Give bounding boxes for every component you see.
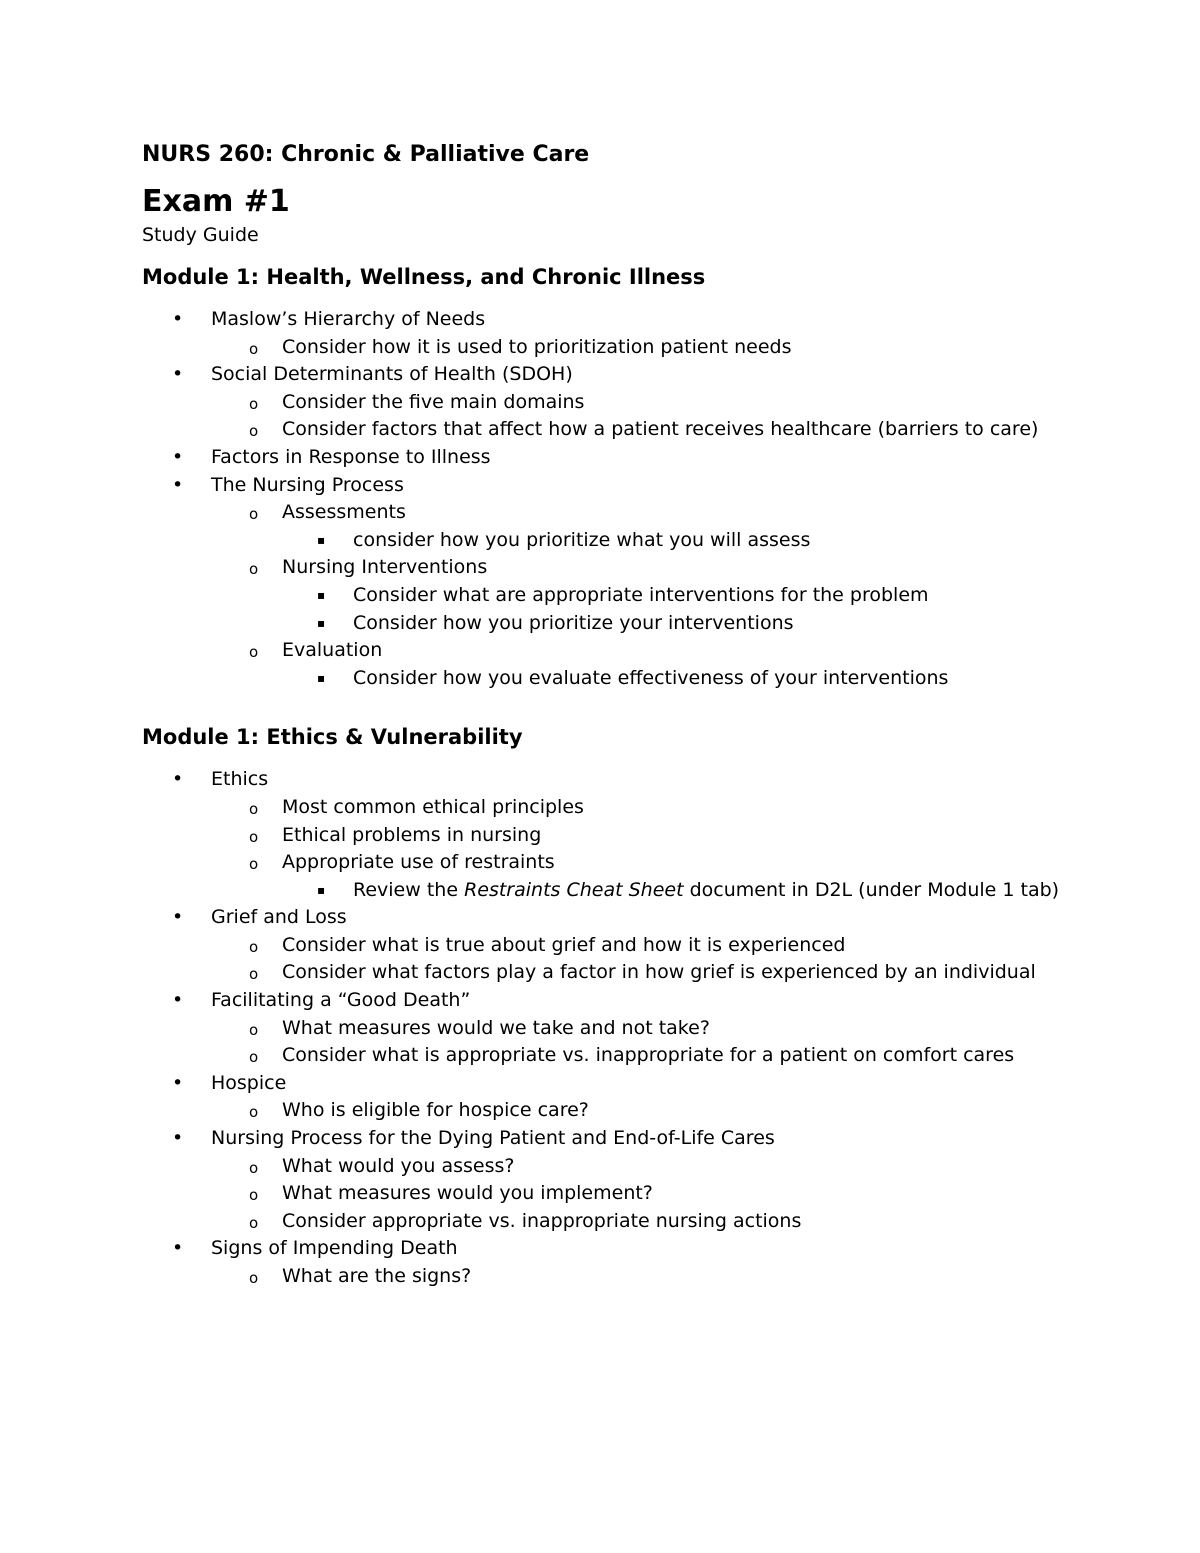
list-item — [211, 554, 1062, 637]
list-item — [211, 959, 1062, 987]
list-item-text: Facilitating a “Good Death” — [211, 989, 471, 1012]
list-item — [211, 1097, 1062, 1125]
list-item — [211, 1153, 1062, 1181]
list-item — [211, 1015, 1062, 1043]
bullet-circle: o — [249, 1158, 259, 1177]
list-item-text: Consider what are appropriate interventions for the problem — [353, 583, 929, 606]
list-item — [211, 1263, 1062, 1291]
document-subtitle: Study Guide — [142, 224, 259, 246]
list-item-text: Ethics — [211, 768, 269, 791]
document-content — [142, 138, 1062, 1291]
list-item — [211, 1180, 1062, 1208]
ethics-vulnerability-list — [142, 766, 1062, 1290]
list-item — [282, 527, 1062, 555]
list-item-text: document in D2L (under Module 1 tab) — [683, 878, 1060, 901]
list-item — [142, 766, 1062, 904]
list-item — [142, 361, 1062, 444]
list-item — [211, 849, 1062, 904]
bullet-disc: • — [172, 1071, 184, 1094]
bullet-disc: • — [172, 1237, 184, 1260]
bullet-circle: o — [249, 339, 259, 358]
bullet-circle: o — [249, 855, 259, 874]
section-heading-health-wellness: Module 1: Health, Wellness, and Chronic Illness — [142, 265, 706, 289]
bullet-circle: o — [249, 1103, 259, 1122]
list-item — [211, 822, 1062, 850]
list-item-text: Ethical problems in nursing — [282, 823, 542, 846]
list-item-text: consider how you prioritize what you will assess — [353, 528, 811, 551]
list-item-text: Consider the five main domains — [282, 390, 585, 413]
bullet-circle: o — [249, 965, 259, 984]
list-item-text: Who is eligible for hospice care? — [282, 1099, 589, 1122]
list-item — [211, 1208, 1062, 1236]
list-item-text: Consider what factors play a factor in how grief is experienced by an individual — [282, 961, 1036, 984]
bullet-circle: o — [249, 1048, 259, 1067]
list-item-text: Social Determinants of Health (SDOH) — [211, 363, 573, 386]
list-item — [282, 582, 1062, 610]
list-item-text: Consider how it is used to prioritization patient needs — [282, 335, 792, 358]
list-item — [142, 1235, 1062, 1290]
list-item-text: What would you assess? — [282, 1154, 515, 1177]
list-item — [211, 389, 1062, 417]
list-item-text: Consider how you evaluate effectiveness of your interventions — [353, 666, 949, 689]
bullet-disc: • — [172, 308, 184, 330]
list-item — [211, 932, 1062, 960]
list-item — [211, 637, 1062, 692]
list-item-text: Signs of Impending Death — [211, 1237, 458, 1260]
exam-title: Exam #1 — [142, 184, 290, 219]
list-item-text: Consider how you prioritize your interventions — [353, 611, 794, 634]
bullet-circle: o — [249, 1269, 259, 1287]
list-item — [142, 1070, 1062, 1125]
bullet-circle: o — [249, 1020, 259, 1039]
list-item-text: Consider appropriate vs. inappropriate nursing actions — [282, 1209, 802, 1232]
list-item-text: Nursing Interventions — [282, 556, 488, 579]
bullet-circle: o — [249, 394, 259, 413]
list-item-text: Review the — [353, 878, 465, 901]
bullet-circle: o — [249, 422, 259, 441]
list-item-text: What are the signs? — [282, 1265, 472, 1287]
list-item-text: Most common ethical principles — [282, 795, 584, 818]
list-item-text: Maslow’s Hierarchy of Needs — [211, 308, 486, 330]
list-item-text: Grief and Loss — [211, 906, 347, 929]
bullet-circle: o — [249, 1186, 259, 1205]
list-item — [211, 794, 1062, 822]
bullet-square: ▪ — [317, 532, 326, 547]
list-item — [142, 987, 1062, 1070]
list-item-text: Assessments — [282, 501, 406, 524]
list-item — [211, 499, 1062, 554]
list-item — [211, 416, 1062, 444]
bullet-disc: • — [172, 906, 184, 929]
bullet-disc: • — [172, 768, 184, 791]
bullet-disc: • — [172, 363, 184, 386]
bullet-circle: o — [249, 827, 259, 846]
bullet-circle: o — [249, 937, 259, 956]
section-heading-ethics-vulnerability: Module 1: Ethics & Vulnerability — [142, 725, 523, 750]
list-item — [282, 877, 1062, 905]
list-item-text: Nursing Process for the Dying Patient and End-of-Life Cares — [211, 1127, 775, 1150]
list-item — [211, 1042, 1062, 1070]
restraints-doc-title: Restraints Cheat Sheet — [464, 878, 684, 901]
list-item — [142, 472, 1062, 693]
list-item-text: Consider what is true about grief and how it is experienced — [282, 933, 846, 956]
bullet-square: ▪ — [317, 587, 326, 602]
bullet-square: ▪ — [317, 670, 326, 685]
list-item — [142, 306, 1062, 361]
bullet-circle: o — [249, 1213, 259, 1232]
list-item — [142, 444, 1062, 472]
list-item-text: What measures would you implement? — [282, 1182, 653, 1205]
bullet-circle: o — [249, 799, 259, 818]
list-item — [142, 1125, 1062, 1235]
list-item-text: Consider what is appropriate vs. inappropriate for a patient on comfort cares — [282, 1044, 1015, 1067]
list-item-text: Appropriate use of restraints — [282, 851, 555, 874]
list-item — [282, 665, 1062, 693]
bullet-circle: o — [249, 643, 259, 662]
list-item-text: Consider factors that affect how a patient receives healthcare (barriers to care) — [282, 418, 1039, 441]
list-item — [282, 610, 1062, 638]
bullet-disc: • — [172, 1127, 184, 1150]
bullet-disc: • — [172, 473, 184, 496]
health-wellness-list — [142, 306, 1062, 692]
course-title: NURS 260: Chronic & Palliative Care — [142, 142, 590, 167]
list-item-text: What measures would we take and not take? — [282, 1016, 710, 1039]
list-item-text: Factors in Response to Illness — [211, 445, 491, 468]
bullet-disc: • — [172, 989, 184, 1012]
bullet-circle: o — [249, 560, 259, 579]
bullet-square: ▪ — [317, 615, 326, 630]
list-item-text: Hospice — [211, 1071, 287, 1094]
list-item-text: The Nursing Process — [211, 473, 404, 496]
list-item-text: Evaluation — [282, 639, 383, 662]
bullet-square: ▪ — [317, 882, 326, 897]
list-item — [142, 904, 1062, 987]
bullet-disc: • — [172, 445, 184, 468]
bullet-circle: o — [249, 505, 259, 524]
list-item — [211, 334, 1062, 362]
